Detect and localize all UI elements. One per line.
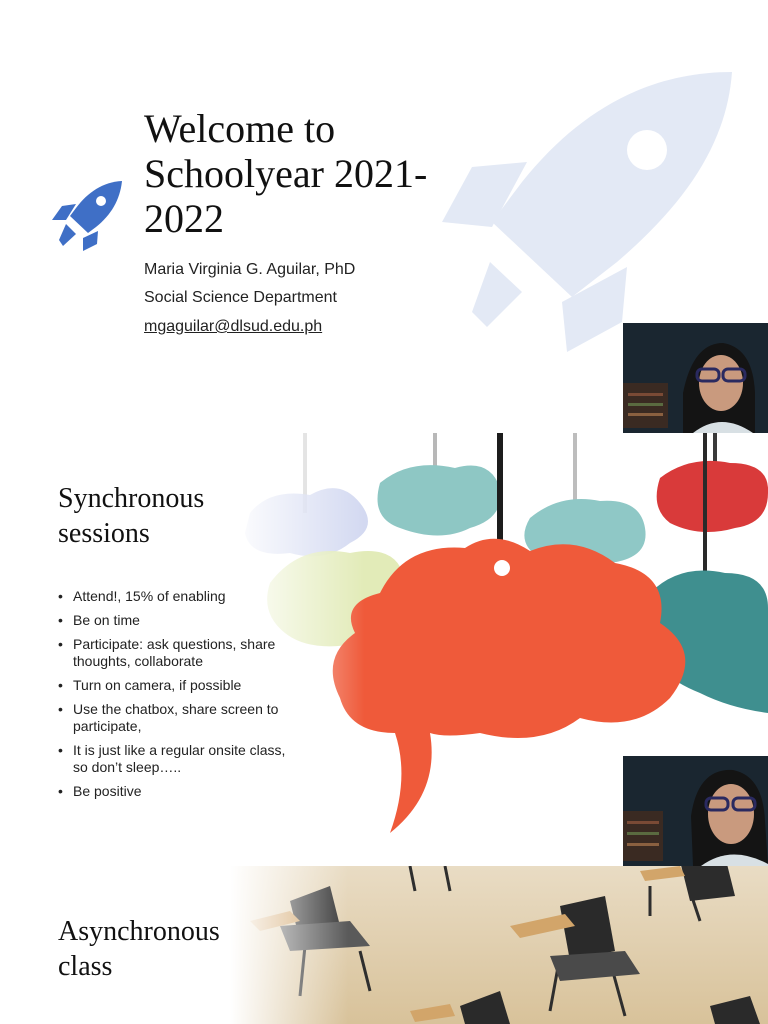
- slide-title: Welcome to Schoolyear 2021-2022: [144, 106, 428, 241]
- slide-welcome: [0, 0, 768, 433]
- presenter-video-frame: [623, 756, 768, 866]
- classroom-chairs-illustration: [230, 866, 768, 1024]
- slide-title-text: Asynchronous class: [58, 916, 220, 982]
- presenter-name: Maria Virginia G. Aguilar, PhD: [144, 261, 356, 278]
- list-item: • It is just like a regular onsite class, so don’t sleep…..: [58, 742, 298, 776]
- slide-asynchronous: [0, 866, 768, 1024]
- presenter-video-frame: [623, 323, 768, 433]
- presenter-video: [623, 756, 768, 866]
- slide-title-text: Synchronous sessions: [58, 483, 205, 549]
- bullet-list: [58, 588, 298, 807]
- email-link[interactable]: mgaguilar@dlsud.edu.ph: [144, 318, 323, 335]
- rocket-watermark-icon: [432, 62, 742, 362]
- presenter-video: [623, 323, 768, 433]
- slide-title: [58, 914, 258, 984]
- list-item: • Attend!, 15% of enabling: [58, 588, 298, 605]
- list-item: • Participate: ask questions, share thoughts, collaborate: [58, 636, 298, 670]
- department: Social Science Department: [144, 289, 337, 306]
- slide-title: [58, 481, 248, 551]
- list-item: • Be on time: [58, 612, 298, 629]
- list-item: • Use the chatbox, share screen to participate,: [58, 701, 298, 735]
- list-item: • Turn on camera, if possible: [58, 677, 298, 694]
- slide-synchronous: [0, 433, 768, 866]
- list-item: • Be positive: [58, 783, 298, 800]
- rocket-icon: [48, 178, 126, 253]
